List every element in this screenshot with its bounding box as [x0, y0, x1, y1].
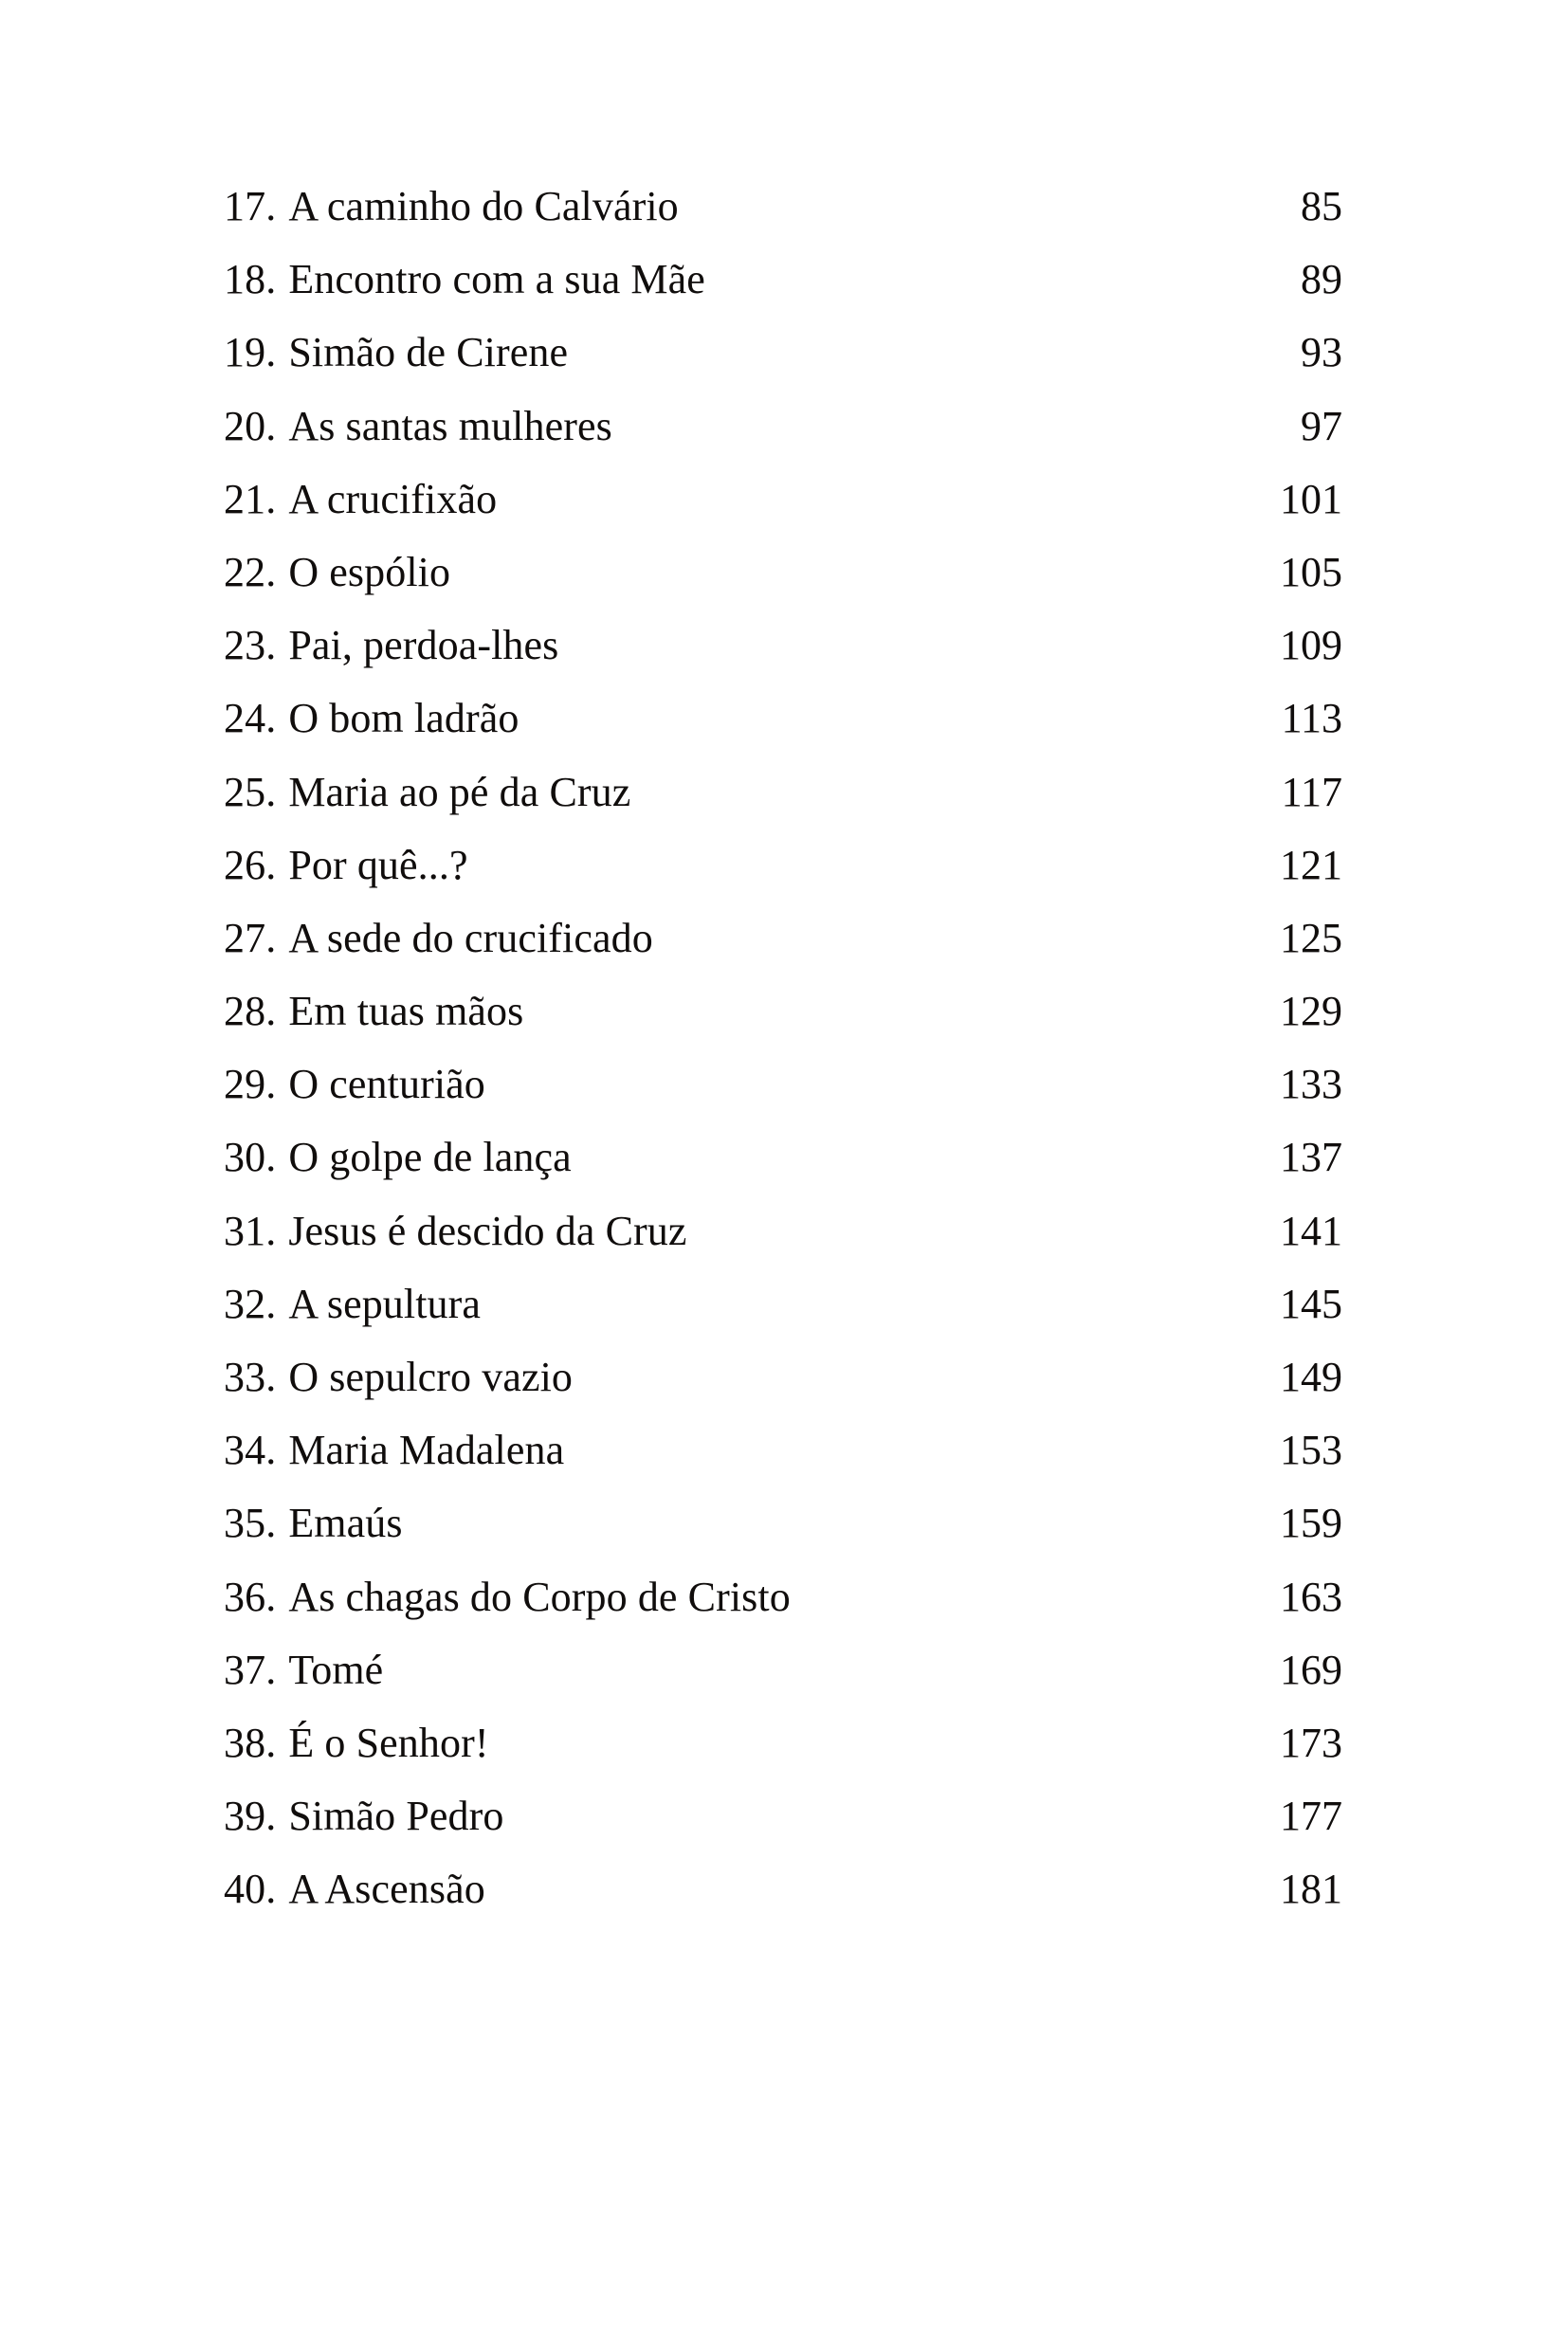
toc-entry-text: [224, 1354, 574, 1400]
toc-entry-title: É o Senhor!: [288, 1719, 489, 1766]
toc-entry-number: 38.: [224, 1719, 277, 1766]
toc-entry-row[interactable]: [224, 841, 1342, 918]
toc-entry-row[interactable]: [224, 1427, 1342, 1503]
toc-entry-row[interactable]: [224, 1500, 1342, 1576]
toc-entry-title: As chagas do Corpo de Cristo: [288, 1573, 791, 1620]
toc-entry-text: [224, 1646, 384, 1693]
toc-entry-text: [224, 768, 631, 815]
toc-entry-title: O espólio: [288, 548, 451, 595]
toc-entry-number: 19.: [224, 329, 277, 376]
toc-entry-number: 36.: [224, 1573, 277, 1620]
toc-entry-page-number: 97: [1301, 402, 1342, 449]
toc-entry-title: O golpe de lança: [288, 1134, 572, 1181]
toc-entry-page-number: 137: [1280, 1134, 1342, 1181]
toc-entry-number: 37.: [224, 1646, 277, 1693]
toc-entry-page-number: 117: [1281, 768, 1342, 815]
toc-entry-title: Simão Pedro: [288, 1793, 504, 1840]
toc-entry-text: [224, 256, 705, 303]
toc-entry-page-number: 177: [1280, 1793, 1342, 1840]
toc-entry-row[interactable]: [224, 1573, 1342, 1649]
toc-entry-page-number: 93: [1301, 329, 1342, 376]
toc-entry-title: Em tuas mãos: [288, 988, 524, 1035]
toc-entry-page-number: 85: [1301, 183, 1342, 229]
toc-entry-row[interactable]: [224, 695, 1342, 771]
toc-entry-page-number: 125: [1280, 914, 1342, 961]
toc-entry-title: A sepultura: [288, 1280, 482, 1327]
toc-entry-title: Simão de Cirene: [288, 329, 569, 376]
toc-entry-row[interactable]: [224, 1134, 1342, 1210]
toc-entry-title: Encontro com a sua Mãe: [288, 256, 705, 303]
toc-entry-title: O centurião: [288, 1061, 485, 1108]
toc-entry-number: 33.: [224, 1354, 277, 1400]
toc-entry-title: A sede do crucificado: [288, 914, 653, 961]
toc-entry-number: 40.: [224, 1866, 277, 1913]
toc-entry-row[interactable]: [224, 914, 1342, 991]
toc-entry-title: Por quê...?: [288, 841, 468, 888]
toc-entry-title: A caminho do Calvário: [288, 183, 679, 229]
toc-entry-title: O sepulcro vazio: [288, 1354, 574, 1400]
toc-entry-text: [224, 841, 468, 888]
toc-entry-row[interactable]: [224, 988, 1342, 1064]
toc-entry-title: A Ascensão: [288, 1866, 485, 1913]
toc-entry-number: 23.: [224, 622, 277, 669]
toc-entry-number: 32.: [224, 1280, 277, 1327]
toc-entry-number: 25.: [224, 768, 277, 815]
toc-entry-row[interactable]: [224, 622, 1342, 698]
toc-entry-text: [224, 1280, 482, 1327]
toc-entry-title: O bom ladrão: [288, 695, 520, 742]
toc-entry-text: [224, 1500, 403, 1547]
toc-entry-number: 29.: [224, 1061, 277, 1108]
toc-entry-text: [224, 1427, 565, 1474]
toc-entry-text: [224, 622, 559, 669]
toc-entry-page-number: 153: [1280, 1427, 1342, 1474]
toc-entry-text: [224, 695, 520, 742]
toc-entry-page-number: 101: [1280, 475, 1342, 522]
toc-entry-number: 20.: [224, 402, 277, 449]
toc-entry-number: 34.: [224, 1427, 277, 1474]
toc-entry-text: [224, 183, 679, 229]
toc-entry-number: 22.: [224, 548, 277, 595]
toc-entry-text: [224, 914, 653, 961]
toc-entry-title: Jesus é descido da Cruz: [288, 1207, 687, 1254]
toc-entry-number: 17.: [224, 183, 277, 229]
toc-entry-row[interactable]: [224, 1646, 1342, 1722]
toc-entry-page-number: 89: [1301, 256, 1342, 303]
toc-entry-page-number: 145: [1280, 1280, 1342, 1327]
toc-entry-title: Maria Madalena: [288, 1427, 565, 1474]
toc-entry-row[interactable]: [224, 256, 1342, 332]
toc-entry-number: 18.: [224, 256, 277, 303]
toc-entry-number: 31.: [224, 1207, 277, 1254]
toc-entry-title: Maria ao pé da Cruz: [288, 768, 631, 815]
toc-entry-page-number: 163: [1280, 1573, 1342, 1620]
toc-entry-text: [224, 1866, 485, 1913]
toc-entry-text: [224, 988, 524, 1035]
toc-entry-row[interactable]: [224, 1207, 1342, 1284]
toc-entry-number: 26.: [224, 841, 277, 888]
toc-entry-row[interactable]: [224, 183, 1342, 259]
toc-entry-page-number: 133: [1280, 1061, 1342, 1108]
toc-entry-number: 24.: [224, 695, 277, 742]
toc-entry-page-number: 181: [1280, 1866, 1342, 1913]
toc-entry-row[interactable]: [224, 329, 1342, 405]
toc-entry-page-number: 149: [1280, 1354, 1342, 1400]
toc-entry-text: [224, 402, 612, 449]
toc-entry-number: 21.: [224, 475, 277, 522]
toc-entry-title: A crucifixão: [288, 475, 498, 522]
toc-entry-number: 28.: [224, 988, 277, 1035]
toc-entry-number: 39.: [224, 1793, 277, 1840]
toc-entry-page-number: 129: [1280, 988, 1342, 1035]
toc-entry-page-number: 159: [1280, 1500, 1342, 1547]
toc-entry-page-number: 173: [1280, 1719, 1342, 1766]
toc-entry-row[interactable]: [224, 402, 1342, 479]
toc-entry-row[interactable]: [224, 1719, 1342, 1795]
toc-entry-title: Emaús: [288, 1500, 403, 1547]
toc-entry-text: [224, 1061, 485, 1108]
toc-entry-title: Pai, perdoa-lhes: [288, 622, 559, 669]
toc-entry-row[interactable]: [224, 1795, 1342, 1868]
toc-entry-page-number: 141: [1280, 1207, 1342, 1254]
toc-entry-text: [224, 329, 569, 376]
toc-entry-row[interactable]: [224, 768, 1342, 845]
toc-entry-number: 35.: [224, 1500, 277, 1547]
toc-entry-text: [224, 1134, 572, 1181]
toc-entry-text: [224, 475, 498, 522]
toc-entry-text: [224, 1207, 687, 1254]
toc-entry-row[interactable]: [224, 1280, 1342, 1357]
toc-entry-text: [224, 548, 451, 595]
toc-entry-title: Tomé: [288, 1646, 384, 1693]
toc-entry-row[interactable]: [224, 548, 1342, 625]
toc-entry-row[interactable]: [224, 1061, 1342, 1137]
toc-entry-text: [224, 1793, 504, 1840]
toc-entry-number: 30.: [224, 1134, 277, 1181]
toc-entry-page-number: 169: [1280, 1646, 1342, 1693]
toc-entry-text: [224, 1719, 489, 1766]
toc-entry-text: [224, 1573, 791, 1620]
toc-entry-title: As santas mulheres: [288, 402, 612, 449]
toc-entry-row[interactable]: [224, 475, 1342, 552]
table-of-contents-list: [224, 183, 1342, 1942]
toc-entry-number: 27.: [224, 914, 277, 961]
toc-entry-page-number: 121: [1280, 841, 1342, 888]
toc-entry-page-number: 113: [1281, 695, 1342, 742]
toc-entry-page-number: 109: [1280, 622, 1342, 669]
toc-entry-row[interactable]: [224, 1868, 1342, 1941]
toc-entry-page-number: 105: [1280, 548, 1342, 595]
toc-entry-row[interactable]: [224, 1354, 1342, 1430]
